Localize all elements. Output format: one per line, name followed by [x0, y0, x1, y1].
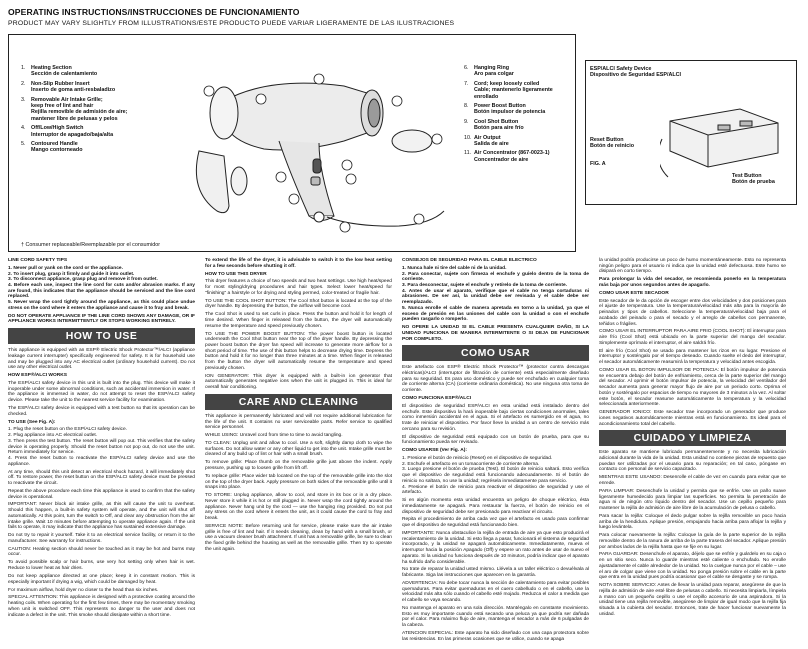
paragraph: Si en algún momento esta unidad encuentra un peligro de choque eléctrico, ésta inmediatamente se apagará. Para restaurar la fuerza, el botón de reinicio en el dispositivo de seguridad debe ser presionado para reactivar el circuito. [402, 498, 589, 515]
paragraph: The ESP/ALCI safety device is equipped with a test button so that its operation can be checked. [8, 406, 195, 417]
paragraph: TO CLEAN: Unplug unit and allow to cool. Use a soft, slightly damp cloth to wipe the surfaces. Do not allow water or any other liquid to get into the unit. Intake grille must be cleared of any build up of lint or hair with a small brush. [205, 441, 392, 458]
paragraph: Para colocar nuevamente la rejilla: Coloque la guía de la parte superior de la rejilla removible dentro de la ranura de arriba de la parte trasera del secador. Aplique presión por ambos lados de la rejilla hasta que se fije en su lugar. [599, 533, 786, 550]
paragraph: 1. Nunca hale ni tire del cable ni de la unidad. 2. Para conectar, sujete con firmeza el enchufe y guíelo dentro de la toma de corriente. 3. Para desconectar, sujete el enchufe y retírelo de la toma de corriente. 4. Antes de usar el aparato, verifique que el cable no tenga cortaduras ni abrasiones. De ser así, la unidad debe ser revisada y el cable debe ser reemplazado. 5. Nunca enrolle el cable de manera apretada en torno a la unidad, ya que el exceso de presión en las uniones del cable con la unidad o con el enchufe pueden rasgarlo o romperlo. [402, 265, 589, 323]
paragraph: TO USE THE COOL SHOT BUTTON: The Cool Shot button is located at the top of the dryer handle. By depressing the button, the airflow will become cool. [205, 298, 392, 310]
part-label: Power Boost Button Botón impulsor de potencia [474, 103, 546, 116]
hair-dryer-illustration [169, 41, 459, 241]
parts-legend-right [464, 65, 576, 166]
paragraph: IMPORTANTE: Nunca obstaculice la rejilla de entrada de aire ya que esto producirá el recalentamiento de la unidad. Si esto llega a pasar, funcionará el sistema de seguridad incorporado, y la unidad se apagará automáticamente. Inmediatamente, mueva el interruptor hacia la posición Apagado (Off) y espere un rato antes de usar de nuevo el aparato. Si la unidad no funciona después de 10 minutos, podría indicar que el aparato ha sufrido daño considerable. [402, 531, 589, 565]
paragraph: El dispositivo de seguridad está equipado con un botón de prueba, para que su funcionamiento pueda ser revisado. [402, 434, 589, 446]
part-item [21, 65, 171, 78]
column-2 [205, 258, 392, 555]
part-label: Contoured Handle Mango contorneado [31, 141, 83, 154]
paragraph: IMPORTANT: Never block air intake grille, as this will cause the unit to overheat. Should this happen, a built-in safety system will operate, and the unit will shut off automatically. At this point, turn the switch to Off, and clear any obstruction from the air intake grille. Wait 10 minutes before attempting to operate appliance again. If the unit fails to operate, it may indicate that the appliance has sustained extensive damage. [8, 502, 195, 531]
parts-legend-left [21, 65, 171, 157]
paragraph: For maximum airflow, hold dryer no closer to the head than six inches. [8, 587, 159, 593]
doc-title: OPERATING INSTRUCTIONS/INSTRUCCIONES DE FUNCIONAMIENTO [8, 7, 300, 17]
subheading: CONSEJOS DE SEGURIDAD PARA EL CABLE ELECTRICO [402, 258, 537, 263]
subheading: LINE CORD SAFETY TIPS [8, 258, 68, 263]
section-heading: HOW TO USE [8, 328, 195, 344]
subheading: COMO USAR ESTE SECADOR [599, 290, 669, 296]
paragraph: To extend the life of the dryer, it is advisable to switch it to the low heat setting for a few seconds before shutting it off. [205, 258, 392, 269]
paragraph: DO NOT OPERATE APPLIANCE IF THE LINE CORD SHOWS ANY DAMAGE, OR IF APPLIANCE WORKS INTERMITTENTLY OR STOPS WORKING ENTIRELY. [8, 313, 195, 325]
paragraph: Para prolongar la vida del secador, se recomienda ponerlo en la temperatura más baja por unos segundos antes de apagarlo. [599, 277, 786, 288]
paragraph: No trate de reparar la unidad usted mismo. Llévela a un taller eléctrico o devuélvala al fabricante. Siga las instrucciones que aparecen en la garantía. [402, 567, 589, 579]
paragraph: ADVERTENCIA: No debe tocar nunca la sección de calentamiento para evitar posibles quemaduras. Para evitar quemaduras en el cuero cabelludo o en el cabello, use la velocidad más alta sólo cuando el cabello esté mojado. Reduzca el calor a medida que el cabello se vaya secando. [402, 581, 589, 604]
paragraph: GENERADOR IONICO: Este secador trae incorporado un generador que produce iones negativos automáticamente mientras está en funcionamiento. Es ideal para el acondicionamiento total del cabello. [599, 410, 786, 427]
paragraph: Repeat the above procedure each time this appliance is used to confirm that the safety device is operational. [8, 488, 195, 500]
paragraph: WHILE USING: Unravel cord from time to time to avoid tangling. [205, 433, 343, 439]
paragraph: El dispositivo de seguridad ESP/ALCI en esta unidad está instalado dentro del enchufe. Este dispositivo la hará inoperable bajo ciertas condiciones anormales, tales como inmersión accidental en el agua. Si el artefacto es sumergido en el agua, no trate de reiniciar el dispositivo. Por favor lleve la unidad a un centro de servicio más cercano para su revisión. [402, 403, 589, 432]
part-number: 1. [21, 65, 26, 71]
part-label: Air Concentrator (867-0023-1) Concentrador de aire [474, 150, 550, 163]
paragraph: COMO USAR EL BOTON IMPULSOR DE POTENCIA: El botón impulsor de potencia se encuentra debajo del botón de enfriamiento, cerca de la parte superior del mango del secador. Al oprimir el botón impulsor de potencia, la velocidad del ventilador del secador aumenta para generar mayor flujo de aire por un periodo corto. Oprima el botón y sosténgalo por espacios de tiempo no mayores de 3 minutos a la vez. Al soltar este botón, el secador reasume automáticamente la temperatura y la velocidad seleccionada anteriormente. [599, 368, 786, 408]
part-label: Removable Air Intake Grille; keep free of lint and hair Rejilla removible de admisión de aire; mantener libre de pelusas y pelos [31, 96, 128, 122]
part-label: Non-Slip Rubber Insert Inserto de goma anti-resbaladizo [31, 80, 116, 94]
paragraph: la unidad podría producirse un poco de humo momentáneamente. Esto no representa ningún peligro para el usuario ni indica que la unidad esté defectuosa. Este humo se disipará en corto tiempo. [599, 258, 786, 275]
paragraph: Este secador de le da opción de escoger entre dos velocidades y dos posiciones para el ajuste de temperatura. Use la temperatura/velocidad más alta para la mayoría de peinados y tipos de cabellos. Seleccione la temperatura/velocidad baja para el acabado del peinado o para el secado y el arreglo de cabellos con permanente, teñidos o frágiles. [599, 298, 786, 327]
part-item [464, 135, 576, 148]
footnote: † Consumer replaceable/Reemplazable por el consumidor [21, 242, 161, 248]
subheading: COMO USARSE (Ver Fig. A): [402, 448, 467, 454]
paragraph: Do not keep appliance directed at one place; keep it in constant motion. This is especially important if drying a wig, which could be damaged by heat. [8, 573, 195, 585]
section-heading: COMO USAR [402, 345, 589, 361]
subheading: HOW ESP®/ALCI WORKS [8, 373, 68, 379]
part-label: Air Output Salida de aire [474, 134, 509, 148]
column-3 [402, 258, 589, 645]
part-number: 9. [464, 118, 469, 125]
part-item [464, 119, 576, 132]
part-label: Cool Shot Button Botón para aire frío [474, 118, 524, 132]
paragraph: TO STORE: Unplug appliance, allow to cool, and store in its box or in a dry place. Never store it while it is hot or still plugged in. Never wrap the cord tightly around the appliance. Never hang unit by the cord — use the hanging ring provided. Do not put any stress on the cord where it enters the unit, as it could cause the cord to fray and break. [205, 493, 392, 522]
paragraph: To remove grille: Place thumb on the removable grille just above the indent. Apply pressure, pushing up to loosen grille from lift off. [205, 460, 392, 472]
paragraph: COMO USAR EL INTERRUPTOR PARA AIRE FRIO (COOL SHOT): El interruptor para aire frío (Cool Shot) está ubicado en la parte superior del mango del secador. Simplemente oprímalo el interruptor, el aire saldrá frío. [599, 329, 786, 346]
paragraph: ION GENERATOR: This dryer is equipped with a built-in ion generator that automatically generates negative ions when the unit is plugged in. This is ideal for overall hair conditioning. [205, 373, 392, 391]
part-item [464, 65, 576, 78]
subheading: HOW TO USE THIS DRYER [205, 271, 267, 277]
part-number: 11. [464, 150, 472, 157]
paragraph: 1. Presione el botón de reinicio (Reset) en el dispositivo de seguridad. 2. Enchufe el artefacto en un tomacorriente de corriente alterna. 3. Luego presione el botón de prueba (Test). El botón de reinicio saltará. Esto verifica que el dispositivo de seguridad está funcionando adecuadamente. Si el botón de reinicio no saltara, no use la unidad; regrésela inmediatamente para servicio. 4. Presione el botón de reinicio para reactivar el dispositivo de seguridad y use el artefacto. [402, 456, 589, 496]
part-item [21, 141, 171, 154]
parts-diagram-frame [8, 34, 576, 252]
paragraph: MIENTRAS ESTE USANDO: Desenrolle el cable de vez en cuando para evitar que se enrede. [599, 475, 786, 486]
paragraph: SPECIAL ATTENTION: This appliance is designed with a protective coating around the heating coils. When operating for the first few times, there may be momentary smoking when unit is switched OFF. This represents no danger to the user and does not indicate a defect in the unit. This smoke should dissipate within a short time. [8, 595, 195, 618]
reset-button-label: Reset Button Botón de reinicio [590, 137, 635, 150]
part-item [21, 125, 171, 138]
paragraph: Para sacar la rejilla: Coloque el dedo pulgar sobre la rejilla removible un poco hacia arriba de la hendidura. Aplique presión, empujando hacia arriba para aflojar la rejilla y luego levántela. [599, 513, 786, 531]
part-item [464, 103, 576, 116]
paragraph: No mantenga el aparato en una sola dirección. Manténgalo en constante movimiento. Esto es muy importante cuando está secando una peluca ya que podría ser dañada por el calor. Para máximo flujo de aire, mantenga el secador a más de 6 pulgadas de la cabeza. [402, 606, 589, 629]
part-label: Heating Section Sección de calentamiento [31, 65, 98, 78]
part-item [21, 81, 171, 94]
part-number: 7. [464, 80, 469, 87]
paragraph: NOTA SOBRE SERVICIO: Antes de llevar la unidad para reparar, asegúrese de que la rejilla de admisión de aire esté libre de pelusas o cabello. Si necesita limpiarla, límpiela a mano con un pequeño cepillo o use el cepillo accesorio de una aspiradora. Si la unidad tiene una rejilla removible, asegúrese de limpiar de igual modo que la rejilla fija situada a la cubierta del secador. Entonces, trate de hacer funcionar nuevamente la unidad. [599, 583, 786, 617]
paragraph: This appliance is equipped with an ESP® Electric Shock Protector™/ALCI (appliance leakage current interrupter) specifically engineered for safety. It is for household use and may be plugged into any AC electrical outlet (ordinary household current). Do not use any other electrical outlet. [8, 348, 195, 371]
esp-plug-icon [660, 91, 790, 181]
fig-a-title: ESP/ALCI Safety Device Dispositivo de Seguridad ESP/ALCI [590, 66, 682, 79]
section-heading: CUIDADO Y LIMPIEZA [599, 430, 786, 446]
part-number: 3. [21, 96, 26, 103]
part-item [21, 97, 171, 123]
paragraph: The Cool Shot is used to set curls in place. Press the button and hold it for length of time desired. When finger is released from the button, the dryer will automatically resume the temperature and speed previously chosen. [205, 312, 392, 329]
paragraph: CAUTION: Heating section should never be touched as it may be hot and burns may occur. [8, 546, 195, 558]
column-1 [8, 258, 195, 620]
part-number: 4. [21, 125, 26, 132]
paragraph: SERVICE NOTE: Before returning unit for service, please make sure the air intake grille is free of lint and hair. If it needs cleaning, clean by hand with a small brush, or use a vacuum cleaner brush attachment. If unit has a removable grille, be sure to clean the fixed grille behind the housing as well as the removable grille. Then try to operate the unit again. [205, 523, 392, 552]
part-label: Off/Low/High Switch Interruptor de apagado/baja/alta [31, 125, 114, 138]
paragraph: PARA GUARDAR: Desenchufe el aparato, déjelo que se enfríe y guárdelo en su caja o en un sitio seco. Nunca lo guarde mientras esté caliente o enchufado. No enrolle ajustadamente el cable alrededor de la unidad. No la cuelgue nunca por el cable – use el aro de colgar que viene con la unidad. No ponga presión sobre el cable en la parte que entra en la unidad pues podría ocasionar que el cable se desgaste y se rompa. [599, 552, 786, 581]
paragraph: This dryer features a choice of two speeds and two heat settings. Use high heat/speed for most styling/drying procedures and hair types. Select lower heat/speed for "finishing" a hairstyle or for drying and styling permed, color-treated or fragile hair. [205, 279, 392, 296]
paragraph: This appliance is permanently lubricated and will not require additional lubrication for the life of the unit. It contains no user serviceable parts. Refer service to qualified service personnel. [205, 413, 392, 431]
part-number: 5. [21, 141, 26, 148]
subheading: COMO FUNCIONA ESP®/ALCI [402, 395, 472, 401]
part-label: Cord; keep loosely coiled Cable; mantenerlo ligeramente enrollado [474, 80, 553, 100]
part-number: 8. [464, 103, 469, 110]
paragraph: Do not try to repair it yourself. Take it to an electrical service facility, or return it to the manufacturer. See warranty for instructions. [8, 533, 195, 544]
part-number: 6. [464, 65, 469, 71]
part-label: Hanging Ring Aro para colgar [474, 65, 514, 78]
paragraph: At any time, should this unit detect an electrical shock hazard, it will immediately shut off. To restore power, the reset button on the ESP/ALCI safety device must be pressed to reactivate the circuit. [8, 469, 195, 486]
paragraph: 1. Plug the reset button on the ESP/ALCI safety device. 2. Plug appliance into AC electrical outlet. 3. Then press the test button. The reset button will pop out. This verifies that the safety device is operating properly. Should the reset button not pop out, do not use the unit. Return immediately for service. 4. Press the reset button to reactivate the ESP/ALCI safety device and use the appliance. [8, 427, 195, 467]
column-4 [599, 258, 786, 620]
test-button-label: Test Button Botón de prueba [732, 173, 775, 186]
part-number: 10. [464, 134, 472, 141]
part-item [464, 81, 576, 100]
fig-a-label: FIG. A [590, 161, 606, 167]
paragraph: ATENCION ESPECIAL: Este aparato ha sido diseñado con una capa protectora sobre las resistencias. En las primeras ocasiones que se utilice, cuando se apaga [402, 631, 589, 642]
paragraph: Repita el procedimiento de arriba cada vez que el artefacto es usado para confirmar que el dispositivo de seguridad está funcionando bien. [402, 517, 589, 529]
paragraph: TO USE THE POWER BOOST BUTTON: The power boost button is located underneath the Cool Shot button near the top of the dryer handle. By depressing the power boost button the dryer fan speed will increase to generate more airflow for a short period of time. The use of this button helps to decrease drying time. Depress the button and hold it for no longer than three minutes at a time. When finger is released from the button the dryer will automatically resume the temperature and speed previously chosen. [205, 331, 392, 371]
paragraph: To avoid possible scalp or hair burns, use very hot setting only when hair is wet. Reduce to lower heat as hair dries. [8, 560, 195, 572]
paragraph: The ESP/ALCI safety device in this unit is built into the plug. This device will make it inoperable under some abnormal conditions, such as accidental immersion in water. If the appliance is immersed in water, do not attempt to reset the ESP/ALCI safety device. Please take the unit to the nearest service facility for examination. [8, 381, 195, 404]
paragraph: 1. Never pull or yank on the cord or the appliance. 2. To insert plug, grasp it firmly and guide it into outlet. 3. To disconnect appliance, grasp plug and remove it from outlet. 4. Before each use, inspect the line cord for cuts and/or abrasion marks. If any are found, this indicates that the appliance should be serviced and the line cord replaced. 5. Never wrap the cord tightly around the appliance, as this could place undue stress on the cord where it enters the appliance and cause it to fray and break. [8, 265, 195, 311]
fig-a-box [585, 60, 797, 205]
subheading: TO USE (See Fig. A): [8, 419, 56, 425]
paragraph: El aire frío (Cool Shot) se usado para mantener los rizos en su lugar. Presione el interruptor y sosténgalo por el tiempo deseado. Cuando suelte el dedo del interruptor, el secador automáticamente reasumirá la temperatura y velocidad antes escogida. [599, 348, 786, 366]
paragraph: NO OPERE LA UNIDAD SI EL CABLE PRESENTA CUALQUIER DAÑO, SI LA UNIDAD FUNCIONA DE MANERA INTERMITENTE O SI DEJA DE FUNCIONAR POR COMPLETO. [402, 325, 589, 342]
doc-subtitle: PRODUCT MAY VARY SLIGHTLY FROM ILLUSTRATIONS/ESTE PRODUCTO PUEDE VARIAR LIGERAMENTE DE LAS ILUSTRACIONES [8, 20, 455, 27]
paragraph: Este artefacto con ESP® Electric Shock Protector™ (protector contra descargas eléctricas)/ALCI (interruptor de filtración de corriente) está especialmente diseñado para su seguridad. Es para uso doméstico y puede ser enchufado en cualquier toma de corriente alterna (CA) (corriente ordinaria doméstica). No use ninguna otra toma de corriente. [402, 365, 589, 394]
part-item [464, 150, 576, 163]
part-number: 2. [21, 80, 26, 87]
paragraph: To replace grille: Place wider tab located on the top of the removable grille into the slot on the top of the dryer back. Apply pressure on both sides of the removable grille until it snaps into place. [205, 473, 392, 491]
paragraph: Este aparato se mantiene lubricado permanentemente y no necesita lubricación adicional durante la vida de la unidad. Esta unidad no contiene piezas de repuesto que puedan ser utilizadas por el usuario para su reparación; en tal caso, póngase en contacto con personal de servicio capacitado. [599, 450, 786, 473]
paragraph: PARA LIMPIAR: Desenchufe la unidad y permita que se enfríe. Use un paño suave ligeramente humedecido para limpiar las superficies. No permita la penetración de agua ni de ningún otro líquido dentro del secador. Use un cepillo pequeño para mantener la rejilla de admisión de aire libre de la acumulación de pelusa o cabello. [599, 488, 786, 511]
section-heading: CARE AND CLEANING [205, 394, 392, 410]
